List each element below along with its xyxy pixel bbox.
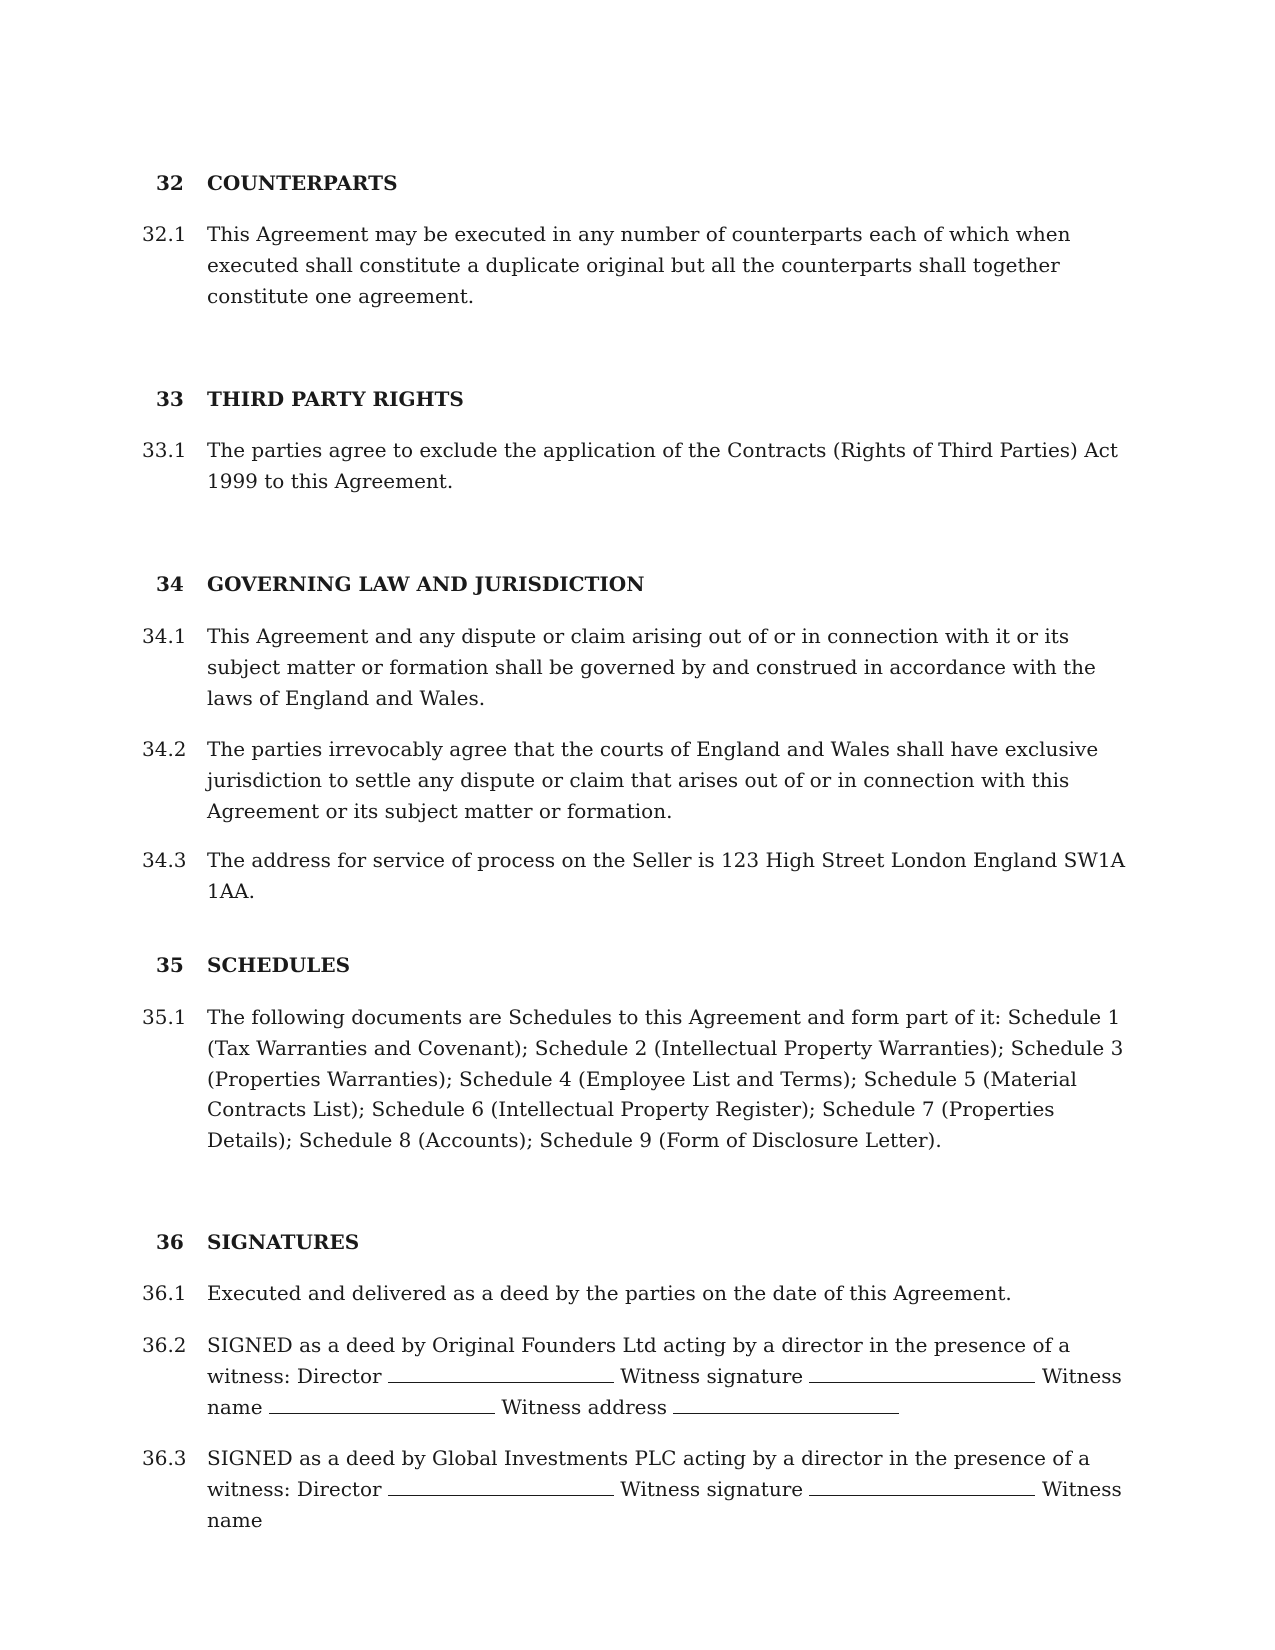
witness-address-label: Witness address: [501, 1394, 668, 1419]
section-title: GOVERNING LAW AND JURISDICTION: [207, 572, 645, 596]
witness-name-label: Witness name: [207, 1363, 1122, 1419]
clause-text: The address for service of process on the Seller is 123 High Street London England SW1A 1AA.: [207, 848, 1126, 903]
section-number: 33: [156, 387, 184, 411]
clause-number: 35.1: [142, 1005, 187, 1029]
clause-text: This Agreement and any dispute or claim arising out of or in connection with it or its subject matter or formation shall be governed by and construed in accordance with the laws of England and Wales.: [207, 624, 1096, 710]
director-signature-line: [388, 1362, 614, 1383]
clause-number: 32.1: [142, 222, 187, 246]
witness-signature-label: Witness signature: [620, 1363, 804, 1388]
section-heading-third-party-rights: [0, 384, 1275, 414]
section-number: 35: [156, 953, 184, 977]
section-heading-schedules: [0, 950, 1275, 980]
clause-number: 36.2: [142, 1333, 187, 1357]
clause-text: Executed and delivered as a deed by the parties on the date of this Agreement.: [207, 1281, 1012, 1305]
clause-number: 34.1: [142, 624, 187, 648]
clause-number: 33.1: [142, 438, 187, 462]
section-heading-counterparts: [0, 168, 1275, 198]
section-heading-signatures: [0, 1227, 1275, 1257]
clause-number: 36.3: [142, 1446, 187, 1470]
witness-name-label: Witness name: [207, 1476, 1122, 1532]
clause-text: The following documents are Schedules to this Agreement and form part of it: Schedule 1 (Tax Warranties and Covenant); Schedule 2 (Intellectual Property Warranties); Schedule 3 (Properties Warranties); Schedule 4 (Employee List and Terms); Schedule 5 (Material Contracts List); Schedule 6 (Intellectual Property Register); Schedule 7 (Properties Details); Schedule 8 (Accounts); Schedule 9 (Form of Disclosure Letter).: [207, 1005, 1124, 1153]
director-label: Director: [296, 1476, 382, 1501]
witness-signature-line: [809, 1475, 1035, 1496]
section-title: COUNTERPARTS: [207, 171, 398, 195]
signature-block: [207, 1330, 1137, 1422]
clause-number: 34.3: [142, 848, 187, 872]
director-label: Director: [296, 1363, 382, 1388]
signature-intro: SIGNED as a deed by Global Investments PLC acting by a director in the presence of a witness:: [207, 1446, 1091, 1501]
clause-text: The parties irrevocably agree that the courts of England and Wales shall have exclusive jurisdiction to settle any dispute or claim that arises out of or in connection with this Agreement or its subject matter or formation.: [207, 737, 1099, 823]
clause-number: 34.2: [142, 737, 187, 761]
signature-intro: SIGNED as a deed by Original Founders Ltd acting by a director in the presence of a witness:: [207, 1333, 1071, 1388]
signature-block: [207, 1443, 1137, 1535]
witness-name-line: [269, 1393, 495, 1414]
clause-number: 36.1: [142, 1281, 187, 1305]
section-number: 34: [156, 572, 184, 596]
witness-address-line: [673, 1393, 899, 1414]
section-heading-governing-law: [0, 569, 1275, 599]
section-number: 36: [156, 1230, 184, 1254]
clause-text: This Agreement may be executed in any number of counterparts each of which when executed shall constitute a duplicate original but all the counterparts shall together constitute one agreement.: [207, 222, 1071, 308]
clause-text: The parties agree to exclude the application of the Contracts (Rights of Third Parties) Act 1999 to this Agreement.: [207, 438, 1118, 493]
section-title: SIGNATURES: [207, 1230, 360, 1254]
section-title: SCHEDULES: [207, 953, 351, 977]
director-signature-line: [388, 1475, 614, 1496]
section-number: 32: [156, 171, 184, 195]
section-title: THIRD PARTY RIGHTS: [207, 387, 464, 411]
witness-signature-label: Witness signature: [620, 1476, 804, 1501]
witness-signature-line: [809, 1362, 1035, 1383]
